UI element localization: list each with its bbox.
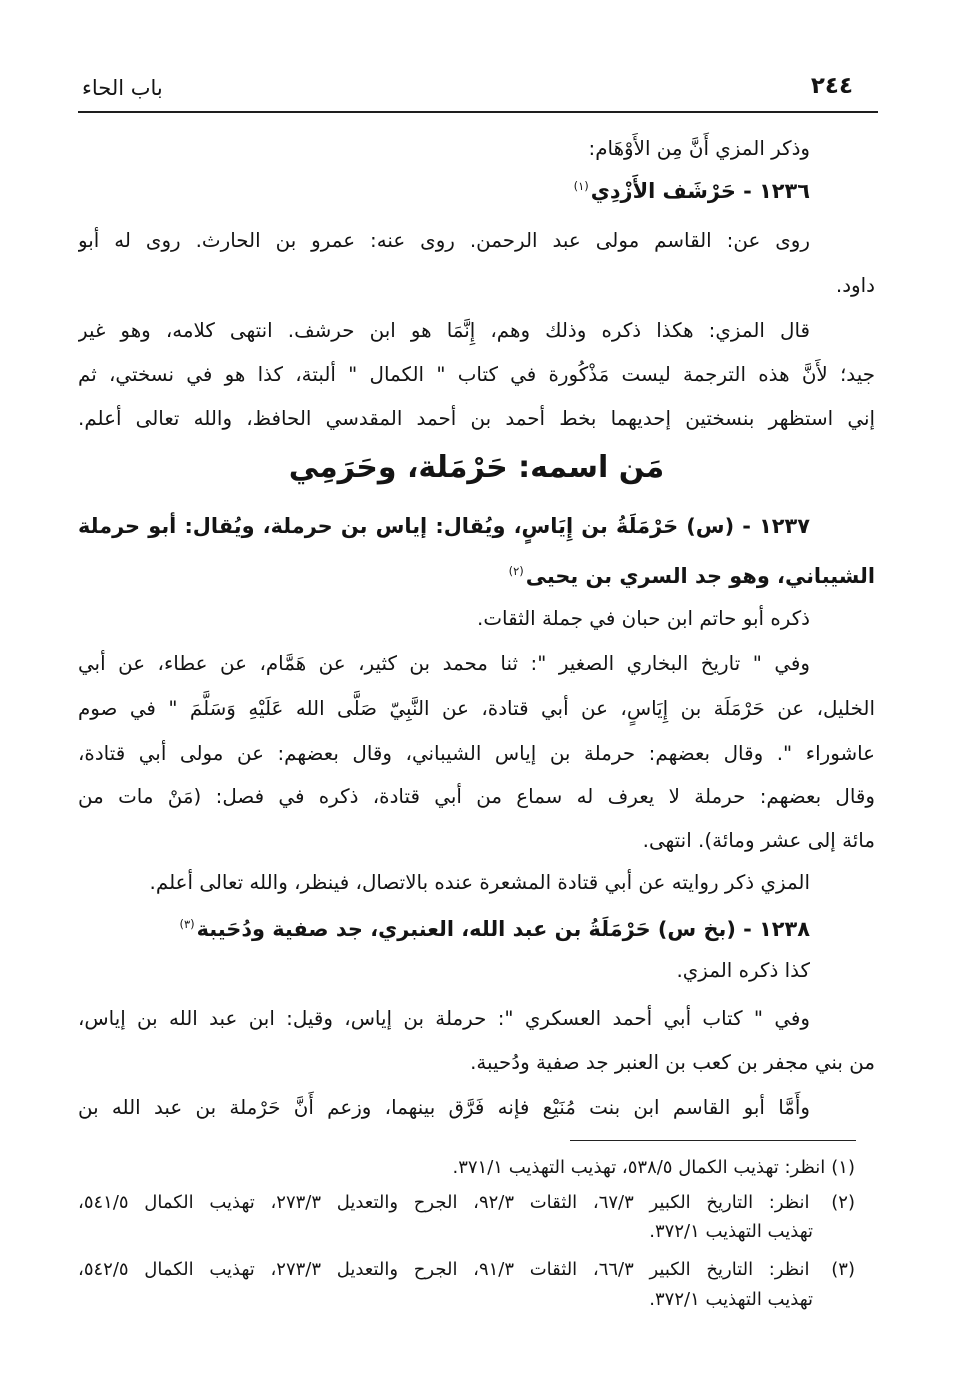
footnote-ref: (٣) [179, 917, 195, 932]
body-line: ذكره أبو حاتم ابن حبان في جملة الثقات. [477, 607, 810, 630]
body-line: من بني مجفر بن كعب بن العنبر جد صفية ودُحيبة. [470, 1051, 875, 1074]
body-line: جيد؛ لأَنَّ هذه الترجمة ليست مَذْكُورة في كتاب " الكمال " ألبتة، كذا هو في نسختي، ثم [78, 363, 875, 386]
footnote-text: انظر: التاريخ الكبير ٦٦/٣، الثقات ٩١/٣، الجرح والتعديل ٢٧٣/٣، تهذيب الكمال ٥٤٢/٥، [78, 1259, 810, 1280]
body-line: وأَمَّا أبو القاسم ابن بنت مُنَيْع فإنه فَرَّق بينهما، وزعم أَنَّ حَرْملة بن عبد الله بن [78, 1096, 810, 1119]
footnote-2-cont: تهذيب التهذيب ٣٧٢/١. [649, 1221, 813, 1242]
body-line: الخليل، عن حَرْمَلَة بن إِيَاسٍ، عن أبي قتادة، عن النَّبِيّ صَلَّى الله عَلَيْهِ وَسَلَّمَ " في صوم [78, 697, 875, 720]
entry-heading-1238 [78, 908, 810, 950]
body-line: داود. [835, 274, 875, 297]
body-line: وفي " تاريخ البخاري الصغير ": ثنا محمد بن كثير، عن هَمَّام، عن عطاء، عن أبي [78, 652, 810, 675]
footnote-text: انظر: تهذيب الكمال ٥٣٨/٥، تهذيب التهذيب ٣٧١/١. [452, 1157, 826, 1178]
footnote-ref: (٢) [508, 564, 524, 579]
footnote-marker: (٣) [831, 1259, 855, 1280]
entry-heading-1237: ١٢٣٧ - (س) حَرْمَلَةُ بن إِيَاسٍ، ويُقال: إياس بن حرملة، ويُقال: أبو حرملة [78, 514, 810, 538]
entry-heading-text: الشيباني، وهو جد السري بن يحيى [525, 564, 875, 588]
entry-heading-1236 [78, 170, 810, 212]
footnote-text: انظر: التاريخ الكبير ٦٧/٣، الثقات ٩٢/٣، الجرح والتعديل ٢٧٣/٣، تهذيب الكمال ٥٤١/٥، [78, 1192, 810, 1213]
entry-heading-text: ١٢٣٦ - حَرْشَف الأَزْدِي [590, 179, 810, 203]
footnote-2 [78, 1188, 855, 1218]
footnote-marker: (١) [831, 1157, 855, 1178]
footnote-3 [78, 1255, 855, 1285]
body-line: كذا ذكره المزي. [676, 959, 810, 982]
body-line: المزي ذكر روايته عن أبي قتادة المشعرة عنده بالاتصال، فينظر، والله تعالى أعلم. [149, 871, 810, 894]
running-title: باب الحاء [82, 76, 163, 100]
body-line: مائة إلى عشر ومائة). انتهى. [642, 829, 875, 852]
body-line: وقال بعضهم: حرملة لا يعرف له سماع من أبي قتادة، ذكره في فصل: (مَنْ مات من [78, 785, 875, 808]
footnote-3-cont: تهذيب التهذيب ٣٧٢/١. [649, 1289, 813, 1310]
entry-heading-text: ١٢٣٨ - (بخ س) حَرْمَلَةُ بن عبد الله، العنبري، جد صفية ودُحَيبة [196, 917, 810, 941]
footnote-separator [570, 1140, 856, 1141]
footnote-marker: (٢) [831, 1192, 855, 1213]
header-rule [78, 111, 878, 113]
page-number: ٢٤٤ [810, 73, 853, 99]
body-line: إني استظهر بنسختين إحديهما بخط أحمد بن أحمد المقدسي الحافظ، والله تعالى أعلم. [78, 407, 875, 430]
body-line: قال المزي: هكذا ذكره وذلك وهم، إِنَّمَا هو ابن حرشف. انتهى كلامه، وهو غير [78, 319, 810, 342]
section-title: مَن اسمه: حَرْمَلة، وحَرَمِي [288, 450, 665, 485]
body-line: وذكر المزي أَنَّ مِن الأَوْهَام: [588, 137, 810, 160]
footnote-ref: (١) [573, 179, 589, 194]
body-line: وفي " كتاب أبي أحمد العسكري ": حرملة بن إياس، وقيل: ابن عبد الله بن إياس، [78, 1007, 810, 1030]
body-line: روى عن: القاسم مولى عبد الرحمن. روى عنه: عمرو بن الحارث. روى له أبو [78, 229, 810, 252]
entry-heading-1237-cont [78, 555, 875, 597]
body-line: عاشوراء ". وقال بعضهم: حرملة بن إياس الشيباني، وقال بعضهم: عن مولى أبي قتادة، [78, 742, 875, 765]
footnote-1 [78, 1153, 855, 1183]
